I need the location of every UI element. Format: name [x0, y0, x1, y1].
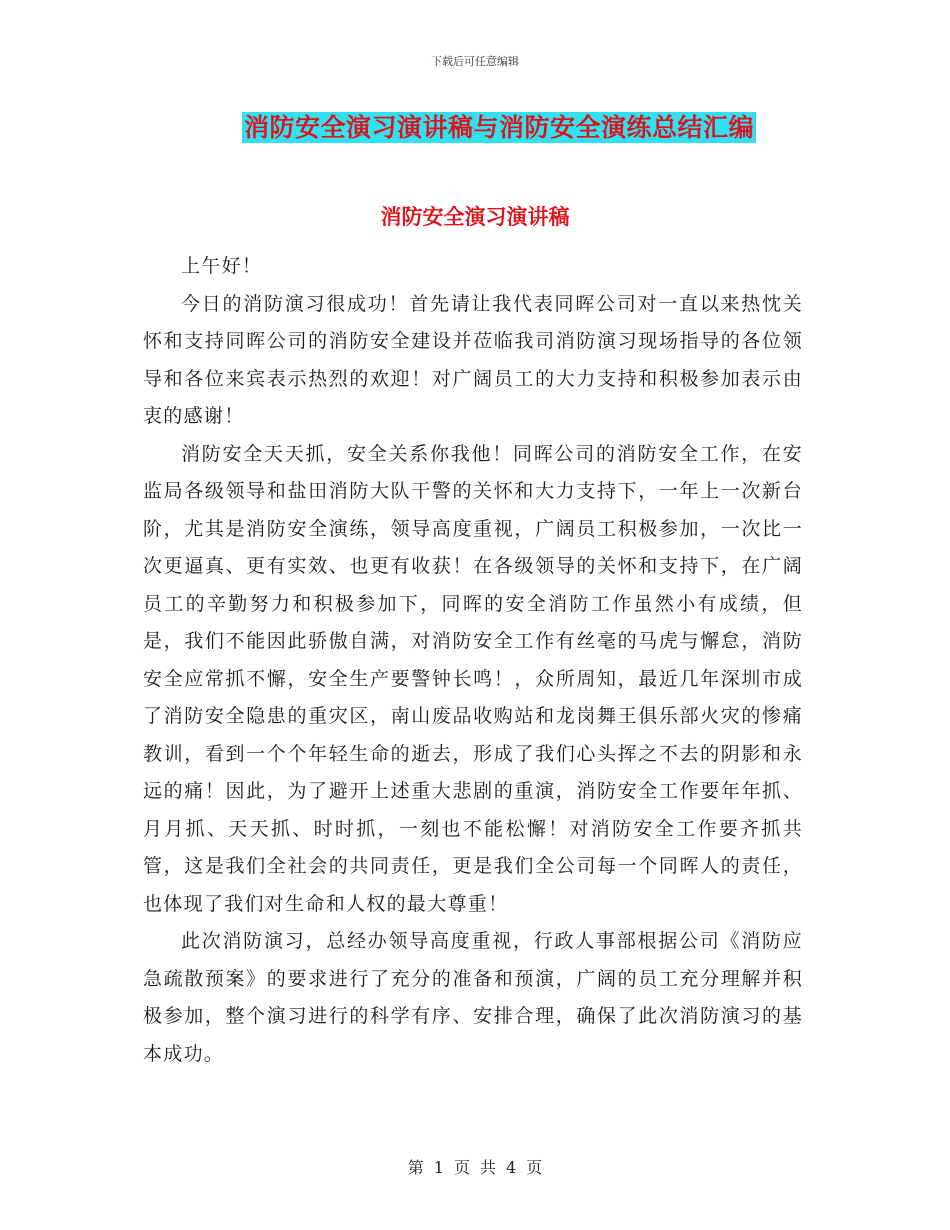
paragraph: 消防安全天天抓，安全关系你我他！同晖公司的消防安全工作，在安监局各级领导和盐田消防大队干警的关怀和大力支持下，一年上一次新台阶，尤其是消防安全演练，领导高度重视，广阔员工积极参加，一次比一次更逼真、更有实效、也更有收获！在各级领导的关怀和支持下，在广阔员工的辛勤努力和积极参加下，同晖的安全消防工作虽然小有成绩，但是，我们不能因此骄傲自满，对消防安全工作有丝毫的马虎与懈怠，消防安全应常抓不懈，安全生产要警钟长鸣！，众所周知，最近几年深圳市成了消防安全隐患的重灾区，南山废品收购站和龙岗舞王俱乐部火灾的惨痛教训，看到一个个年轻生命的逝去，形成了我们心头挥之不去的阴影和永远的痛！因此，为了避开上述重大悲剧的重演，消防安全工作要年年抓、月月抓、天天抓、时时抓，一刻也不能松懈！对消防安全工作要齐抓共管，这是我们全社会的共同责任，更是我们全公司每一个同晖人的责任，也体现了我们对生命和人权的最大尊重！ [143, 442, 803, 915]
paragraph: 今日的消防演习很成功！首先请让我代表同晖公司对一直以来热忱关怀和支持同晖公司的消防安全建设并莅临我司消防演习现场指导的各位领导和各位来宾表示热烈的欢迎！对广阔员工的大力支持和积极参加表示由衷的感谢！ [143, 292, 803, 427]
document-body [143, 248, 803, 1073]
header-note: 下载后可任意编辑 [431, 55, 519, 68]
footer-prefix: 第 [407, 1158, 424, 1177]
total-page-number: 4 [506, 1158, 517, 1177]
page-footer [0, 1155, 950, 1178]
section-title: 消防安全演习演讲稿 [380, 204, 570, 229]
paragraph: 此次消防演习，总经办领导高度重视，行政人事部根据公司《消防应急疏散预案》的要求进行了充分的准备和预演，广阔的员工充分理解并积极参加，整个演习进行的科学有序、安排合理，确保了此次消防演习的基本成功。 [143, 930, 803, 1065]
footer-page-word: 页 [453, 1158, 470, 1177]
document-title-container [0, 112, 950, 143]
document-title: 消防安全演习演讲稿与消防安全演练总结汇编 [243, 113, 754, 142]
footer-total-word: 共 [480, 1158, 497, 1177]
current-page-number: 1 [433, 1158, 444, 1177]
paragraph-greeting: 上午好！ [181, 255, 263, 277]
footer-suffix: 页 [526, 1158, 543, 1177]
